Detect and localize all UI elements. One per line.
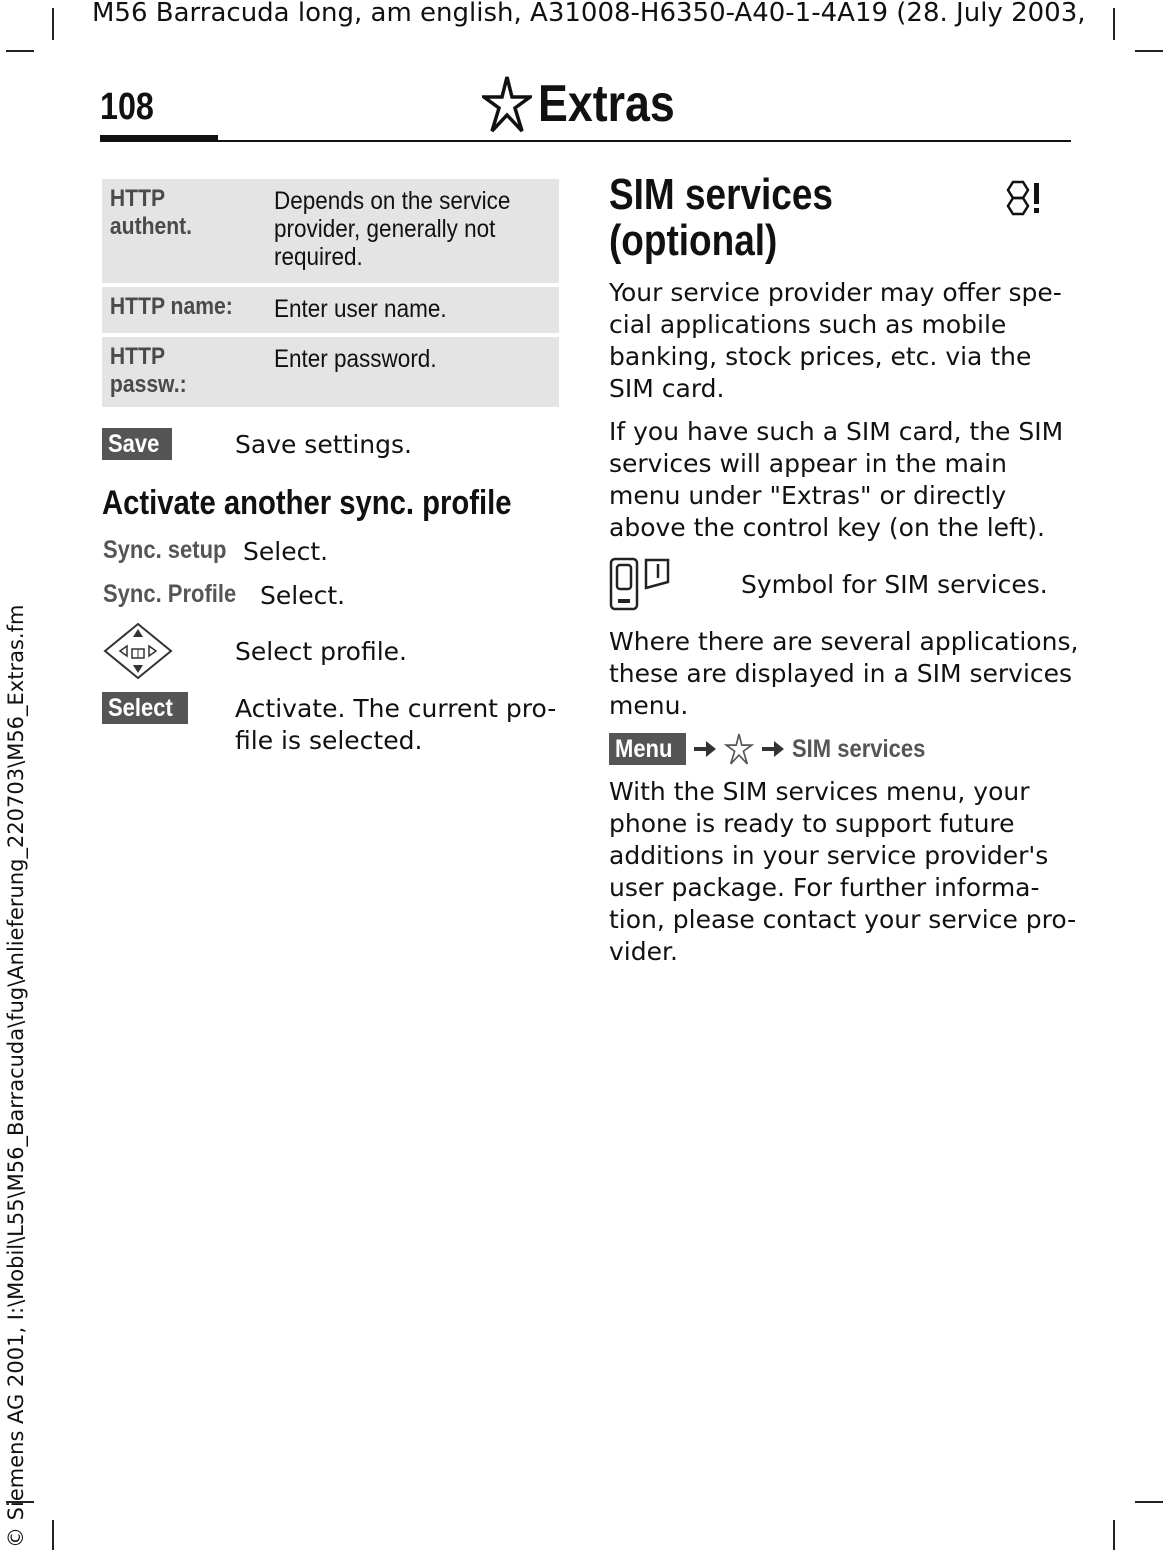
save-step-text: Save settings.: [235, 430, 412, 459]
several-apps-paragraph: Where there are several applications, these are displayed in a SIM services menu.: [609, 627, 1079, 720]
table-value: Enter user name.: [274, 295, 447, 323]
crop-mark: [52, 1520, 54, 1550]
copyright-side-text: © Siemens AG 2001, I:\Mobil\L55\M56_Barracuda\fug\Anlieferung_220703\M56_Extras.fm: [4, 604, 28, 1548]
crop-mark: [1135, 50, 1163, 52]
sync-profile-step-text: Select.: [260, 581, 346, 610]
page-title: [482, 74, 697, 134]
table-row: [102, 287, 559, 333]
table-row: [102, 337, 559, 407]
control-key-icon: [103, 622, 173, 680]
crop-mark: [1113, 8, 1115, 40]
save-softkey: Save: [102, 428, 172, 460]
select-profile-text: Select profile.: [235, 637, 407, 666]
header-rule: [100, 140, 1071, 142]
http-settings-table: [102, 179, 559, 411]
sync-profile-step: [103, 580, 254, 609]
menu-item-name: SIM services: [792, 734, 926, 763]
sync-profile-heading: Activate another sync. profile: [102, 484, 512, 522]
crop-mark: [1135, 1501, 1163, 1503]
table-key: HTTP authent.: [109, 185, 193, 240]
crop-mark: [1113, 1520, 1115, 1550]
activate-step-text: Activate. The current pro- file is selected.: [235, 694, 557, 755]
table-value: Enter password.: [274, 345, 437, 373]
sim-services-heading: SIM services (optional): [609, 170, 833, 265]
menu-item-name: Sync. setup: [103, 536, 227, 564]
sim-card-paragraph: If you have such a SIM card, the SIM services will appear in the main menu under "Extras" or directly above the control key (on the left).: [609, 417, 1064, 542]
crop-mark: [52, 8, 54, 40]
provider-dependent-icon: [1003, 180, 1045, 216]
table-row: [102, 179, 559, 283]
sim-intro-paragraph: Your service provider may offer spe- cial applications such as mobile banking, stock prices, etc. via the SIM card.: [609, 278, 1062, 403]
table-key: HTTP name:: [109, 293, 233, 320]
sync-setup-step: [103, 536, 243, 565]
menu-item-name: Sync. Profile: [103, 580, 237, 608]
file-info-header: M56 Barracuda long, am english, A31008-H6350-A40-1-4A19 (28. July 2003,: [92, 0, 1086, 28]
section-title: Extras: [538, 75, 675, 133]
menu-softkey: Menu: [609, 733, 686, 765]
menu-path: [609, 733, 944, 765]
sim-menu-paragraph: With the SIM services menu, your phone is ready to support future additions in your service provider's user package. For further informa- tion, please contact your service pro- vider.: [609, 777, 1077, 966]
sim-services-icon: [608, 556, 672, 614]
arrow-right-icon: [760, 739, 786, 759]
select-softkey: Select: [102, 692, 188, 724]
sync-setup-step-text: Select.: [243, 537, 329, 566]
table-value: Depends on the service provider, generally not required.: [274, 187, 511, 271]
page-number: 108: [100, 86, 154, 128]
arrow-right-icon: [692, 739, 718, 759]
sim-symbol-text: Symbol for SIM services.: [741, 570, 1048, 599]
extras-star-icon: [482, 75, 532, 133]
extras-star-icon: [724, 733, 754, 765]
table-key: HTTP passw.:: [109, 343, 187, 398]
